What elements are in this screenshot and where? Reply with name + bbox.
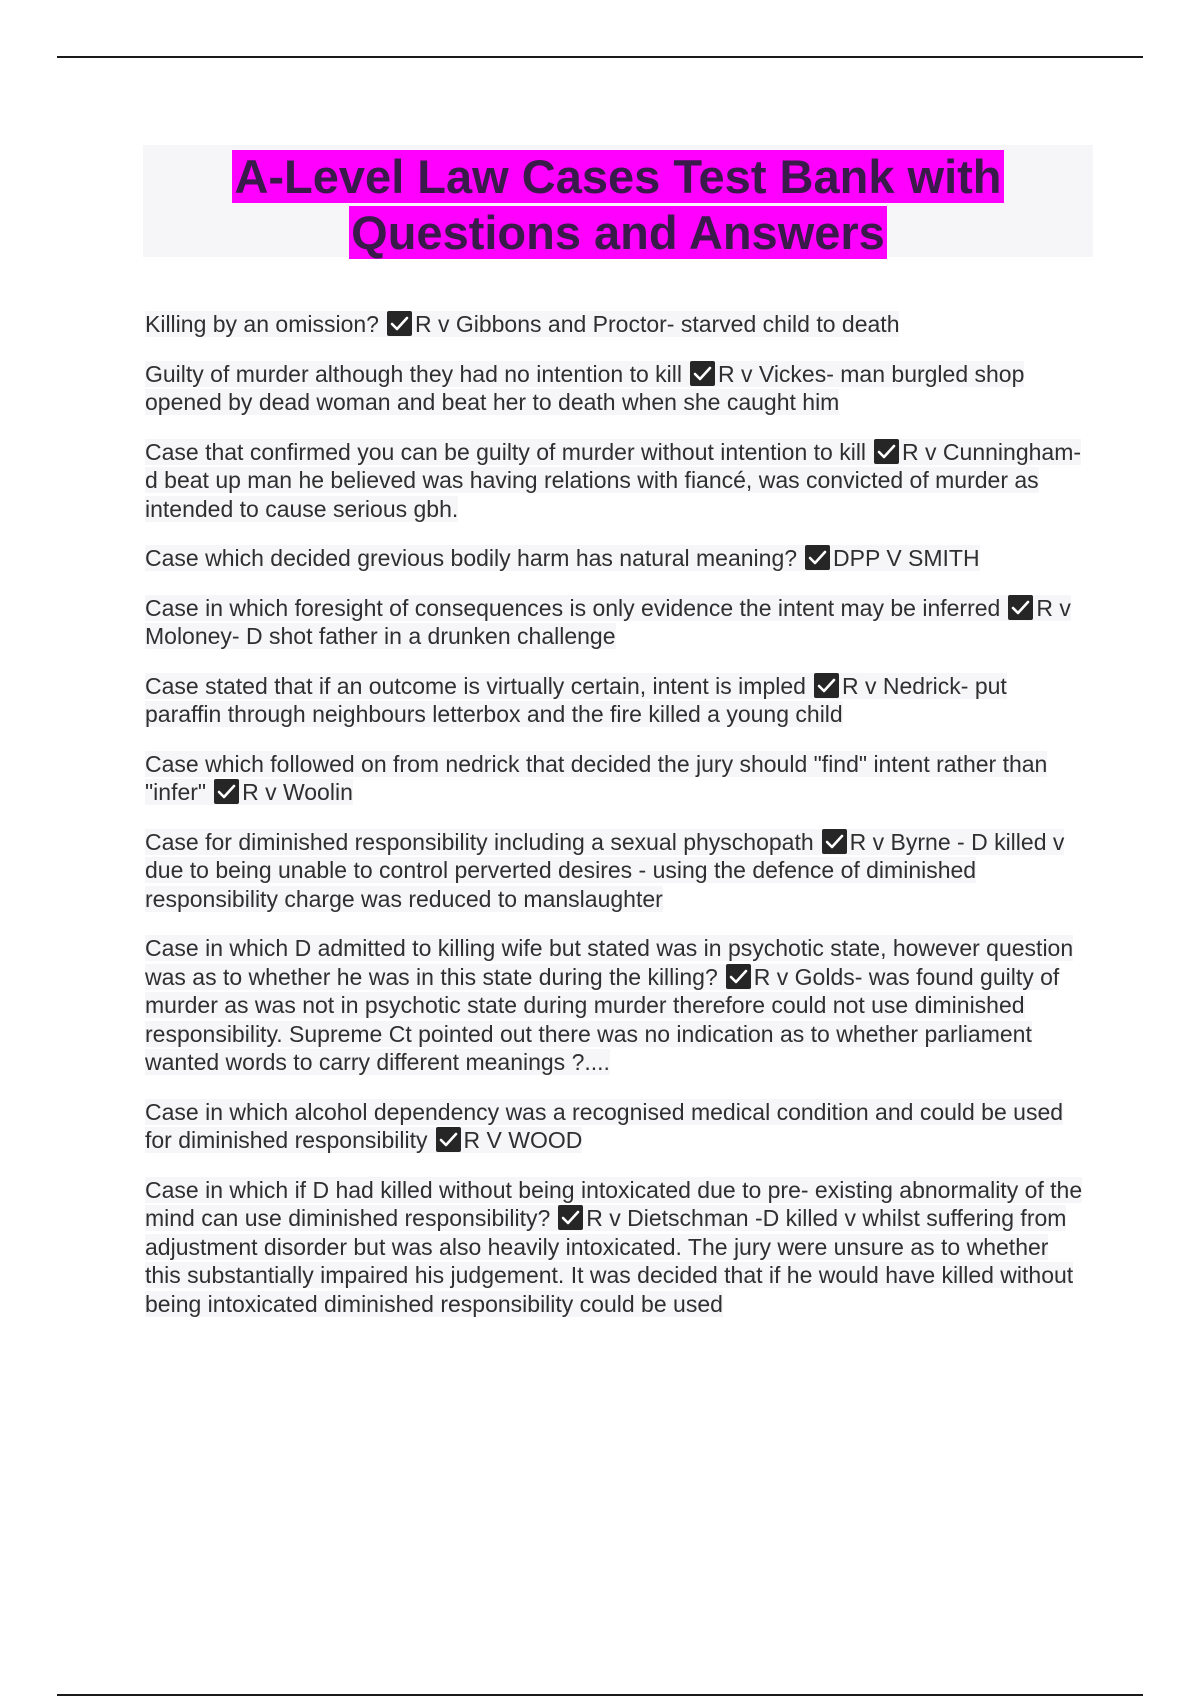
qa-item (145, 934, 1085, 1077)
question-text: Case in which foresight of consequences is only evidence the intent may be inferred (145, 594, 1001, 621)
answer-text: R v Nedrick- put paraffin through neighbours letterbox and the fire killed a young child (145, 672, 1007, 727)
qa-item (145, 438, 1085, 524)
check-mark-icon (726, 964, 751, 989)
footer-rule (57, 1694, 1143, 1696)
check-mark-icon (805, 545, 830, 570)
qa-item (145, 1176, 1085, 1319)
check-mark-icon (814, 673, 839, 698)
check-mark-icon (1008, 595, 1033, 620)
answer-text: R v Cunningham- d beat up man he believed was having relations with fiancé, was convicted of murder as intended to cause serious gbh. (145, 438, 1082, 522)
question-text: Case in which if D had killed without being intoxicated due to pre- existing abnormality of the mind can use diminished responsibility? (145, 1176, 1083, 1231)
title-line-1: A-Level Law Cases Test Bank with (234, 150, 1002, 203)
question-text: Case that confirmed you can be guilty of murder without intention to kill (145, 438, 867, 465)
title-block (143, 145, 1093, 257)
check-mark-icon (436, 1127, 461, 1152)
qa-text (145, 545, 980, 571)
qa-item (145, 750, 1085, 807)
question-text: Case in which alcohol dependency was a recognised medical condition and could be used for diminished responsibility (145, 1098, 1064, 1153)
answer-text: R V WOOD (463, 1127, 583, 1153)
qa-text (145, 935, 1073, 1075)
qa-text (145, 311, 899, 337)
qa-text (145, 1099, 1063, 1154)
page-title (143, 145, 1093, 261)
qa-item (145, 310, 1085, 339)
check-mark-icon (874, 439, 899, 464)
title-line-2: Questions and Answers (351, 206, 885, 259)
qa-text (145, 439, 1081, 522)
check-mark-icon (214, 779, 239, 804)
qa-text (145, 751, 1047, 806)
answer-text: R v Vickes- man burgled shop opened by dead woman and beat her to death when she caught him (145, 360, 1025, 415)
qa-item (145, 360, 1085, 417)
question-text: Guilty of murder although they had no intention to kill (145, 360, 682, 387)
answer-text: DPP V SMITH (833, 545, 980, 571)
check-mark-icon (387, 311, 412, 336)
qa-item (145, 672, 1085, 729)
question-text: Case in which D admitted to killing wife but stated was in psychotic state, however question was as to whether he was in this state during the killing? (145, 935, 1074, 990)
qa-item (145, 594, 1085, 651)
qa-list (145, 310, 1085, 1339)
check-mark-icon (690, 361, 715, 386)
qa-item (145, 1098, 1085, 1155)
qa-item (145, 828, 1085, 914)
answer-text: R v Golds- was found guilty of murder as was not in psychotic state during murder therefore could not use diminished responsibility. Supreme Ct pointed out there was no indication as to whether parliament wanted words to carry different meanings ?.... (145, 963, 1060, 1075)
question-text: Case for diminished responsibility including a sexual physchopath (145, 828, 814, 855)
qa-text (145, 595, 1071, 650)
answer-text: R v Dietschman -D killed v whilst suffering from adjustment disorder but was also heavily intoxicated. The jury were unsure as to whether this substantially impaired his judgement. It was decided that if he would have killed without being intoxicated diminished responsibility could be used (145, 1205, 1074, 1317)
answer-text: R v Gibbons and Proctor- starved child to death (414, 311, 900, 337)
question-text: Case which decided grevious bodily harm has natural meaning? (145, 545, 798, 571)
qa-text (145, 829, 1064, 912)
question-text: Case which followed on from nedrick that decided the jury should "find" intent rather than "infer" (145, 750, 1048, 805)
question-text: Case stated that if an outcome is virtually certain, intent is impled (145, 672, 806, 699)
check-mark-icon (558, 1205, 583, 1230)
qa-text (145, 673, 1007, 728)
qa-text (145, 361, 1024, 416)
answer-text: R v Byrne - D killed v due to being unable to control perverted desires - using the defence of diminished responsibility charge was reduced to manslaughter (145, 828, 1065, 912)
qa-text (145, 1177, 1082, 1317)
question-text: Killing by an omission? (145, 311, 379, 337)
answer-text: R v Moloney- D shot father in a drunken challenge (145, 594, 1071, 649)
answer-text: R v Woolin (242, 779, 353, 805)
header-rule (57, 56, 1143, 58)
check-mark-icon (822, 829, 847, 854)
qa-item (145, 544, 1085, 573)
